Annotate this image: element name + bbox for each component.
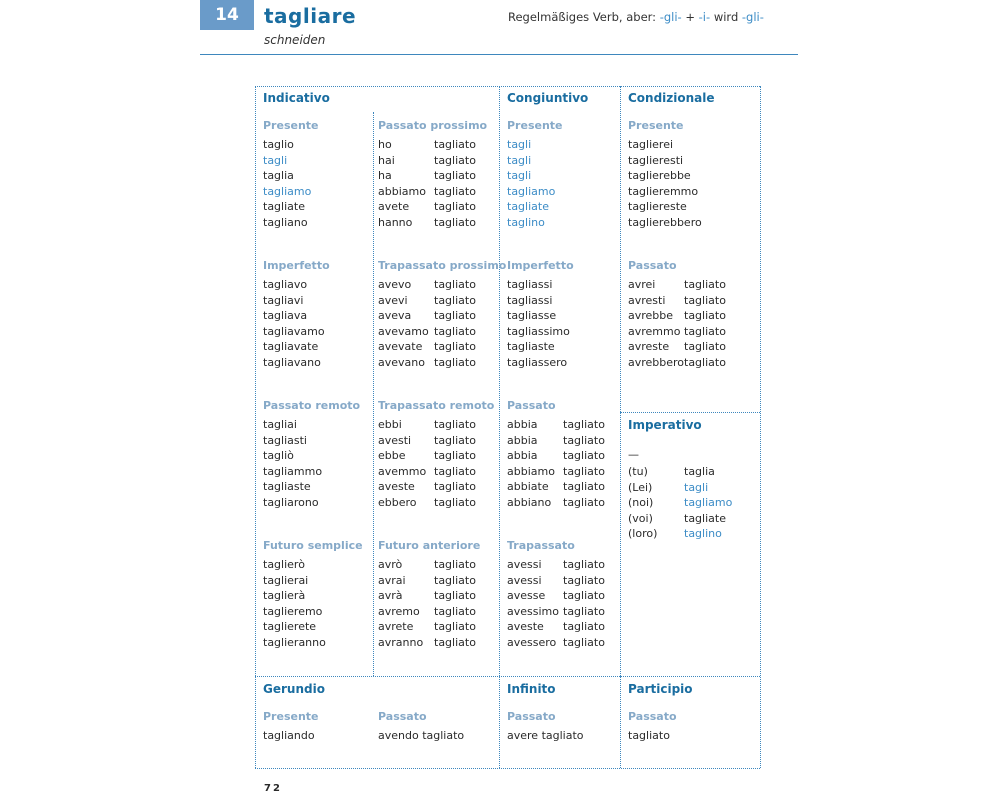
aux: aveste (378, 480, 415, 494)
conj-row (507, 433, 605, 449)
aux: avrebbe (628, 309, 674, 323)
verb-number-badge (200, 0, 254, 30)
congiuntivo-trapassato-forms (507, 557, 605, 651)
imperativo-forms (628, 464, 732, 542)
participle: tagliato (434, 573, 476, 587)
verb-translation: schneiden (264, 33, 326, 47)
aux: hai (378, 153, 395, 167)
participle: tagliato (434, 184, 476, 198)
table-border-left (255, 86, 256, 768)
participle: tagliato (434, 620, 476, 634)
conj-row: taglierà (263, 589, 306, 603)
participio-title: Participio (628, 682, 693, 696)
conj-row (628, 464, 732, 480)
aux: ho (378, 138, 392, 151)
conj-row (507, 479, 605, 495)
note-plus: + (685, 10, 695, 24)
conj-row: tagliereste (628, 200, 687, 214)
conj-row: tagliavate (263, 340, 319, 354)
congiuntivo-imperfetto-label: Imperfetto (507, 259, 574, 272)
participle: tagliato (563, 418, 605, 431)
conj-row (628, 495, 732, 511)
condizionale-imperativo-divider (620, 412, 760, 413)
aux: abbia (507, 418, 538, 431)
conj-row: tagliasti (263, 433, 307, 447)
table-border-right (760, 86, 761, 768)
conj-row (378, 495, 476, 511)
participle: tagliato (434, 169, 476, 183)
imperative-form: tagli (684, 480, 709, 494)
conj-row: tagliano (263, 215, 308, 229)
participle: tagliato (434, 495, 476, 509)
aux: avevano (378, 355, 425, 369)
conj-row: taglino (507, 215, 545, 229)
pronoun: (voi) (628, 511, 653, 525)
aux: avremmo (628, 324, 681, 338)
conj-row: taglio (263, 138, 294, 151)
participle: tagliato (563, 589, 605, 603)
aux: aveste (507, 620, 544, 634)
conj-row: tagliassero (507, 355, 568, 369)
participle: tagliato (563, 604, 605, 618)
aux: avessimo (507, 604, 559, 618)
infinito-passato-label: Passato (507, 710, 556, 723)
conj-row: taglierai (263, 573, 309, 587)
congiuntivo-imperfetto-forms (507, 277, 570, 371)
aux: abbiate (507, 480, 549, 494)
conj-row (628, 324, 726, 340)
conj-row: tagliamo (507, 184, 556, 198)
aux: abbia (507, 449, 538, 463)
participle: tagliato (434, 480, 476, 494)
congiuntivo-presente-forms (507, 137, 555, 231)
conj-row: tagliassi (507, 278, 553, 291)
indicativo-imperfetto-forms (263, 277, 325, 371)
aux: ebbi (378, 418, 402, 431)
indicativo-futuro-anteriore-forms (378, 557, 476, 651)
conj-row (378, 417, 476, 433)
conj-row: tagliassimo (507, 324, 570, 338)
conj-row (378, 168, 476, 184)
note-text: Regelmäßiges Verb, aber: (508, 10, 657, 24)
conj-row (507, 417, 605, 433)
conj-row (507, 588, 605, 604)
indicativo-trapassato-remoto-forms (378, 417, 476, 511)
indicativo-inner-divider (373, 112, 374, 676)
participle: tagliato (434, 449, 476, 463)
aux: avremo (378, 604, 420, 618)
participle: tagliato (434, 153, 476, 167)
conj-row (378, 619, 476, 635)
conj-row: tagliavano (263, 355, 321, 369)
participle: tagliato (434, 355, 476, 369)
participle: tagliato (563, 558, 605, 571)
aux: abbia (507, 433, 538, 447)
conj-row (628, 293, 726, 309)
congiuntivo-trapassato-label: Trapassato (507, 539, 575, 552)
aux: ebbe (378, 449, 406, 463)
verb-note (508, 10, 764, 24)
header-divider (200, 54, 798, 55)
conj-row: tagli (263, 153, 288, 167)
indicativo-futuro-semplice-label: Futuro semplice (263, 539, 363, 552)
conj-row: tagliaste (507, 340, 555, 354)
congiuntivo-passato-label: Passato (507, 399, 556, 412)
aux: avrò (378, 558, 403, 571)
participio-passato-value: tagliato (628, 729, 670, 742)
condizionale-passato-forms (628, 277, 726, 371)
conj-row: tagliasse (507, 309, 557, 323)
conj-row (378, 588, 476, 604)
note-gli-1: -gli- (659, 10, 682, 24)
aux: abbiamo (378, 184, 426, 198)
indicativo-trapassato-remoto-label: Trapassato remoto (378, 399, 495, 412)
pronoun: (noi) (628, 496, 654, 510)
conj-row: taglieremmo (628, 184, 699, 198)
aux: avevate (378, 340, 423, 354)
indicativo-futuro-anteriore-label: Futuro anteriore (378, 539, 481, 552)
conj-row (378, 199, 476, 215)
indicativo-imperfetto-label: Imperfetto (263, 259, 330, 272)
note-i: -i- (698, 10, 711, 24)
participle: tagliato (434, 200, 476, 214)
pronoun: (Lei) (628, 480, 653, 494)
conj-row (378, 635, 476, 651)
condizionale-presente-forms (628, 137, 702, 231)
aux: avrà (378, 589, 403, 603)
aux: avreste (628, 340, 670, 354)
conj-row (507, 619, 605, 635)
pronoun: (loro) (628, 527, 658, 541)
conj-row (378, 557, 476, 573)
aux: ebbero (378, 495, 417, 509)
table-border-top (255, 86, 760, 87)
conj-row: taglierete (263, 620, 317, 634)
conj-row: tagliate (263, 200, 305, 214)
aux: avemmo (378, 464, 427, 478)
participle: tagliato (434, 340, 476, 354)
conj-row: tagliava (263, 309, 308, 323)
participle: tagliato (434, 138, 476, 151)
participle: tagliato (434, 433, 476, 447)
imperative-form: taglia (684, 465, 715, 478)
conj-row (507, 448, 605, 464)
conj-row: tagli (507, 138, 532, 151)
table-border-middle (255, 676, 760, 677)
indicativo-title: Indicativo (263, 91, 330, 105)
aux: aveva (378, 309, 412, 323)
conj-row: tagliarono (263, 495, 319, 509)
conj-row (378, 464, 476, 480)
participle: tagliato (563, 433, 605, 447)
gerundio-presente-label: Presente (263, 710, 319, 723)
conj-row: tagliate (507, 200, 549, 214)
conj-row: tagliassi (507, 293, 553, 307)
conj-row: taglierebbe (628, 169, 691, 183)
aux: abbiano (507, 495, 552, 509)
conj-row (378, 324, 476, 340)
conj-row: tagli (507, 169, 532, 183)
conj-row (378, 573, 476, 589)
conj-row: taglierei (628, 138, 674, 151)
imperativo-dash: — (628, 448, 639, 461)
indicativo-passato-remoto-label: Passato remoto (263, 399, 361, 412)
conj-row (378, 215, 476, 231)
conj-row (378, 355, 476, 371)
conj-row (628, 308, 726, 324)
imperativo-title: Imperativo (628, 418, 702, 432)
conj-row: taglieremo (263, 604, 323, 618)
aux: avete (378, 200, 410, 214)
indicativo-trapassato-prossimo-forms (378, 277, 476, 371)
participle: tagliato (563, 620, 605, 634)
aux: hanno (378, 215, 413, 229)
infinito-participio-divider (620, 676, 621, 768)
participle: tagliato (563, 573, 605, 587)
conj-row: tagliavi (263, 293, 304, 307)
participle: tagliato (434, 558, 476, 571)
participle: tagliato (684, 324, 726, 338)
participle: tagliato (434, 464, 476, 478)
participle: tagliato (434, 309, 476, 323)
note-gli-2: -gli- (741, 10, 764, 24)
congiuntivo-presente-label: Presente (507, 119, 563, 132)
participle: tagliato (563, 635, 605, 649)
congiuntivo-title: Congiuntivo (507, 91, 589, 105)
participle: tagliato (434, 604, 476, 618)
indicativo-presente-label: Presente (263, 119, 319, 132)
gerundio-passato-label: Passato (378, 710, 427, 723)
aux: avesti (378, 433, 412, 447)
congiuntivo-condizionale-divider (620, 86, 621, 676)
note-wird: wird (713, 10, 739, 24)
conj-row (507, 557, 605, 573)
conj-row (507, 573, 605, 589)
aux: avrete (378, 620, 414, 634)
conj-row (378, 308, 476, 324)
participle: tagliato (434, 278, 476, 291)
indicativo-passato-remoto-forms (263, 417, 322, 511)
conj-row (378, 153, 476, 169)
conj-row: tagliavamo (263, 324, 325, 338)
participle: tagliato (434, 324, 476, 338)
conj-row: tagliamo (263, 184, 312, 198)
aux: ha (378, 169, 392, 183)
conj-row: taglieresti (628, 153, 684, 167)
participle: tagliato (684, 355, 726, 369)
participle: tagliato (563, 495, 605, 509)
aux: avesse (507, 589, 546, 603)
aux: avevamo (378, 324, 429, 338)
conj-row (628, 511, 732, 527)
gerundio-passato-value: avendo tagliato (378, 729, 465, 742)
participle: tagliato (434, 589, 476, 603)
conj-row (378, 604, 476, 620)
aux: avranno (378, 635, 424, 649)
aux: avessi (507, 558, 542, 571)
congiuntivo-passato-forms (507, 417, 605, 511)
conj-row: tagliò (263, 449, 294, 463)
condizionale-presente-label: Presente (628, 119, 684, 132)
conj-row (378, 339, 476, 355)
participle: tagliato (684, 278, 726, 291)
participio-passato-label: Passato (628, 710, 677, 723)
conj-row: tagli (507, 153, 532, 167)
conj-row (628, 277, 726, 293)
aux: avrai (378, 573, 406, 587)
conj-row (378, 184, 476, 200)
indicativo-futuro-semplice-forms (263, 557, 326, 651)
participle: tagliato (434, 635, 476, 649)
imperative-form: tagliamo (684, 496, 733, 510)
indicativo-congiuntivo-divider (499, 86, 500, 768)
conj-row (378, 433, 476, 449)
participle: tagliato (434, 293, 476, 307)
conj-row (378, 293, 476, 309)
conj-row: tagliammo (263, 464, 323, 478)
infinito-title: Infinito (507, 682, 556, 696)
table-border-bottom (255, 768, 760, 769)
participle: tagliato (563, 464, 605, 478)
verb-title: tagliare (264, 4, 357, 28)
participle: tagliato (684, 309, 726, 323)
aux: avessero (507, 635, 557, 649)
aux: avevo (378, 278, 412, 291)
conj-row: tagliai (263, 418, 297, 431)
participle: tagliato (563, 449, 605, 463)
gerundio-presente-value: tagliando (263, 729, 315, 742)
conj-row: taglierebbero (628, 215, 702, 229)
participle: tagliato (684, 293, 726, 307)
conj-row (507, 464, 605, 480)
aux: abbiamo (507, 464, 555, 478)
conj-row (378, 448, 476, 464)
conj-row (628, 355, 726, 371)
indicativo-passato-prossimo-forms (378, 137, 476, 231)
aux: avresti (628, 293, 666, 307)
pronoun: (tu) (628, 465, 648, 478)
conj-row (507, 604, 605, 620)
conj-row (378, 479, 476, 495)
indicativo-presente-forms (263, 137, 311, 231)
conj-row: taglieranno (263, 635, 326, 649)
aux: avessi (507, 573, 542, 587)
participle: tagliato (684, 340, 726, 354)
imperative-form: tagliate (684, 511, 726, 525)
indicativo-passato-prossimo-label: Passato prossimo (378, 119, 488, 132)
participle: tagliato (434, 215, 476, 229)
conj-row (628, 339, 726, 355)
participle: tagliato (563, 480, 605, 494)
conj-row (507, 635, 605, 651)
conj-row (628, 526, 732, 542)
aux: avrei (628, 278, 656, 291)
gerundio-title: Gerundio (263, 682, 325, 696)
conj-row: tagliavo (263, 278, 308, 291)
conj-row: taglia (263, 169, 294, 183)
imperative-form: taglino (684, 527, 722, 541)
conj-row (378, 277, 476, 293)
condizionale-passato-label: Passato (628, 259, 677, 272)
page-number: 72 (264, 783, 282, 794)
indicativo-trapassato-prossimo-label: Trapassato prossimo (378, 259, 507, 272)
conj-row (378, 137, 476, 153)
verb-number: 14 (215, 5, 239, 25)
conj-row (507, 495, 605, 511)
infinito-passato-value: avere tagliato (507, 729, 584, 742)
conj-row (628, 480, 732, 496)
participle: tagliato (434, 418, 476, 431)
conj-row: tagliaste (263, 480, 311, 494)
condizionale-title: Condizionale (628, 91, 715, 105)
aux: avrebbero (628, 355, 685, 369)
conj-row: taglierò (263, 558, 305, 571)
aux: avevi (378, 293, 408, 307)
